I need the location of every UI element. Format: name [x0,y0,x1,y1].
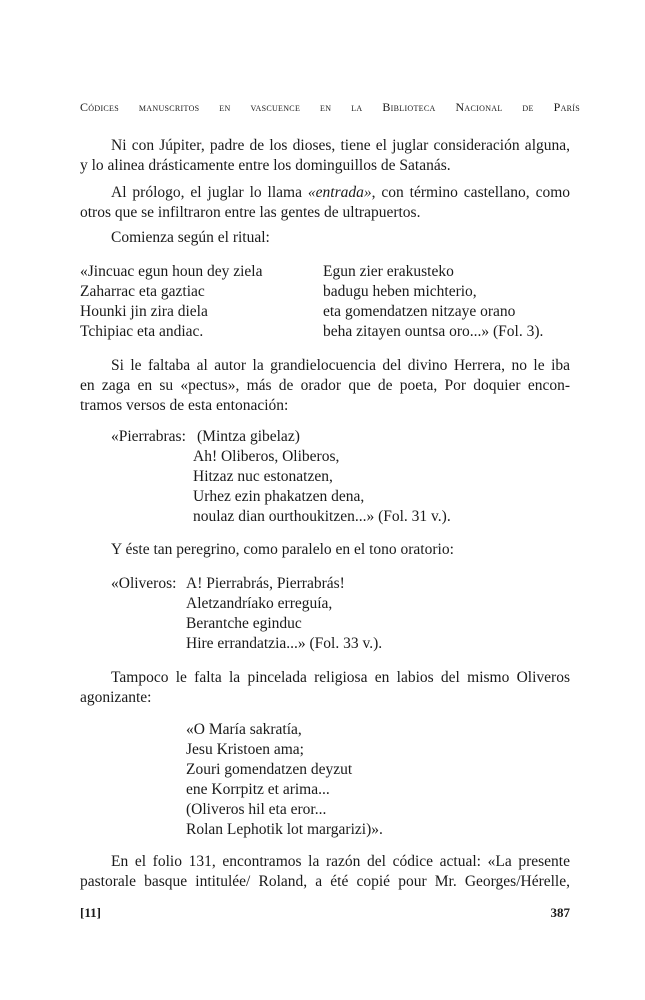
pierrabras-line-1: (Mintza gibelaz) [197,428,300,445]
pierrabras-line-5: noulaz dian ourthoukitzen...» (Fol. 31 v.). [193,508,451,525]
footer-left-folio: [11] [80,905,101,920]
p2-line-2: otros que se infiltraron entre las gentes de ultrapuertos. [80,204,421,221]
maria-line-1: «O María sakratía, [186,721,302,738]
verse-left-1: «Jincuac egun houn dey ziela [80,263,263,280]
p1-line-2: y lo alinea drásticamente entre los dominguillos de Satanás. [80,157,451,174]
maria-line-2: Jesu Kristoen ama; [186,741,304,758]
p7-line-1: En el folio 131, encontramos la razón del códice actual: «La presente [111,853,570,870]
verse-left-3: Hounki jin zira diela [80,303,208,320]
maria-line-3: Zouri gomendatzen deyzut [186,761,353,778]
p2-line-1 [111,183,570,203]
p7-line-2: pastorale basque intitulée/ Roland, a été copié pour Mr. Georges/Hérelle, [80,873,570,890]
maria-line-6: Rolan Lephotik lot margarizi)». [186,821,383,838]
footer-page-number: 387 [550,905,570,920]
p6-line-1: Tampoco le falta la pincelada religiosa en labios del mismo Oliveros [111,669,570,686]
oliveros-speaker: «Oliveros: [111,575,177,592]
p4-line-2: en zaga en su «pectus», más de orador que de poeta, Por doquier encon- [80,377,570,394]
pierrabras-line-2: Ah! Oliberos, Oliberos, [193,448,340,465]
running-head: Códices manuscritos en vascuence en la Biblioteca Nacional de París [80,100,580,114]
p3-line-1: Comienza según el ritual: [111,229,270,246]
oliveros-line-1: A! Pierrabrás, Pierrabrás! [186,575,345,592]
pierrabras-speaker: «Pierrabras: [111,428,186,445]
maria-line-4: ene Korrpitz et arima... [186,781,330,798]
oliveros-line-4: Hire errandatzia...» (Fol. 33 v.). [186,635,383,652]
verse-right-2: badugu heben michterio, [323,283,477,300]
verse-left-2: Zaharrac eta gaztiac [80,283,205,300]
pierrabras-line-4: Urhez ezin phakatzen dena, [193,488,365,505]
verse-right-4: beha zitayen ountsa oro...» (Fol. 3). [323,323,544,340]
oliveros-line-2: Aletzandríako erreguía, [186,595,333,612]
verse-left-4: Tchipiac eta andiac. [80,323,204,340]
p2-text-a: Al prólogo, el juglar lo llama [111,184,308,201]
oliveros-line-3: Berantche eginduc [186,615,302,632]
verse-right-3: eta gomendatzen nitzaye orano [323,303,516,320]
maria-line-5: (Oliveros hil eta eror... [186,801,327,818]
verse-right-1: Egun zier erakusteko [323,263,454,280]
p2-emphasis: «entrada» [307,184,372,201]
p1-line-1: Ni con Júpiter, padre de los dioses, tiene el juglar consideración alguna, [111,137,570,154]
p4-line-1: Si le faltaba al autor la grandielocuencia del divino Herrera, no le iba [111,357,570,374]
p4-line-3: tramos versos de esta entonación: [80,397,289,414]
p2-text-b: , con término castellano, como [371,184,570,201]
p6-line-2: agonizante: [80,689,152,706]
p5-line-1: Y éste tan peregrino, como paralelo en el tono oratorio: [111,541,454,558]
pierrabras-line-3: Hitzaz nuc estonatzen, [193,468,333,485]
